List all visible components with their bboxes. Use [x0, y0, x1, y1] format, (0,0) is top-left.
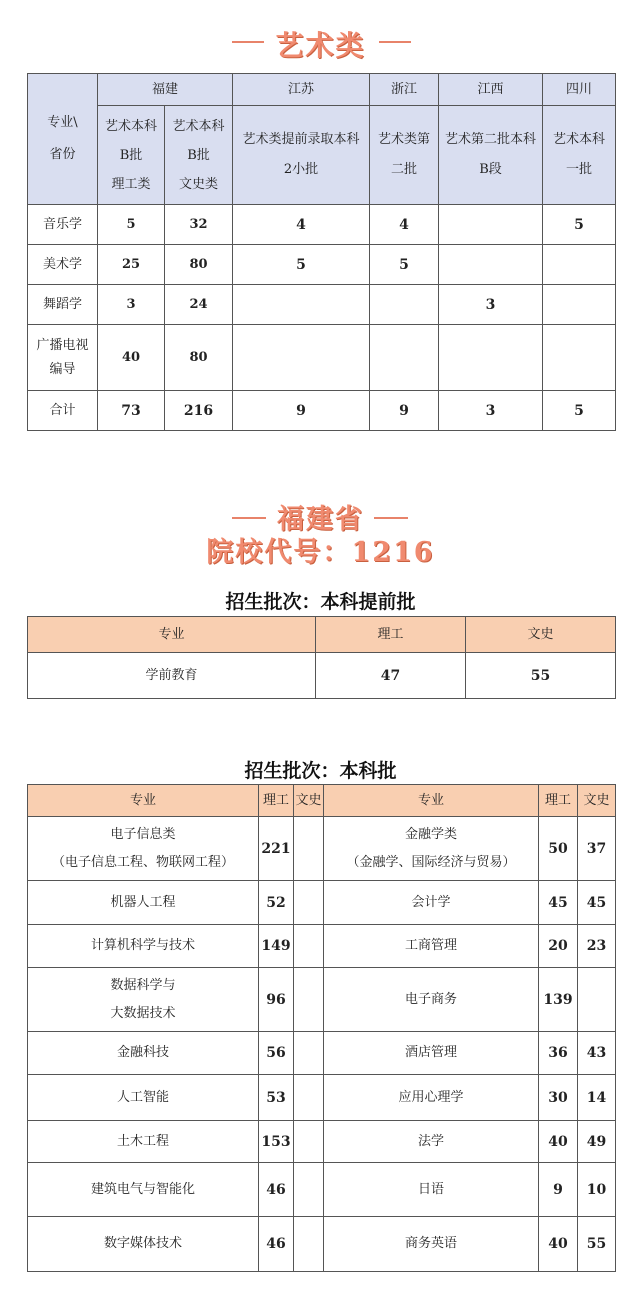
- value-cell: 5: [98, 205, 165, 245]
- value-cell: 96: [259, 968, 294, 1032]
- value-cell: 50: [539, 817, 578, 881]
- value-cell: [543, 325, 616, 391]
- value-cell: [578, 968, 616, 1032]
- section-title-art: 艺术类: [275, 29, 366, 62]
- institution-code: 院校代号：1216: [206, 537, 435, 568]
- value-cell: 30: [539, 1075, 578, 1121]
- value-cell: 14: [578, 1075, 616, 1121]
- batch-line: 二批: [391, 162, 418, 178]
- major-line: 金融学类: [404, 826, 457, 842]
- value-cell: 46: [259, 1217, 294, 1272]
- province-jiangsu: 江苏: [233, 74, 370, 106]
- major-line: 电子商务: [404, 991, 457, 1007]
- major-line: 建筑电气与智能化: [90, 1181, 195, 1197]
- value-cell: 55: [466, 653, 616, 699]
- col-header: 文史: [578, 785, 616, 817]
- major-cell: [28, 1121, 259, 1163]
- batch-line: B批: [187, 147, 210, 163]
- major-line: 数字媒体技术: [103, 1236, 182, 1251]
- major-line: 法学: [417, 1133, 444, 1149]
- major-line: 酒店管理: [404, 1045, 457, 1060]
- value-cell: 153: [259, 1121, 294, 1163]
- major-cell: [28, 1163, 259, 1217]
- value-cell: 73: [98, 391, 165, 431]
- batch-line: 艺术本科: [172, 118, 225, 134]
- table-row: [28, 653, 616, 699]
- value-cell: 139: [539, 968, 578, 1032]
- value-cell: [439, 245, 543, 285]
- major-cell: [324, 925, 539, 968]
- major-cell: [324, 1075, 539, 1121]
- batch-cell: [165, 106, 233, 205]
- col-header: 理工: [316, 617, 466, 653]
- value-cell: 221: [259, 817, 294, 881]
- header-major-label: 专业\: [47, 115, 78, 130]
- advance-batch-table: [27, 616, 616, 699]
- major-cell: [324, 1032, 539, 1075]
- batch-line: 艺术本科: [553, 132, 606, 148]
- value-cell: 53: [259, 1075, 294, 1121]
- major-line: 广播电视: [36, 337, 89, 353]
- col-header: 文史: [466, 617, 616, 653]
- col-header: 专业: [324, 785, 539, 817]
- major-line: 机器人工程: [110, 894, 176, 910]
- table-row: [28, 925, 616, 968]
- batch-line: 艺术本科: [104, 118, 157, 134]
- header-province-label: 省份: [49, 147, 76, 162]
- province-sichuan: 四川: [543, 74, 616, 106]
- value-cell: 10: [578, 1163, 616, 1217]
- title-dash-right: [379, 41, 411, 43]
- major-line: 应用心理学: [398, 1089, 464, 1105]
- table-row: [28, 817, 616, 881]
- value-cell: 49: [578, 1121, 616, 1163]
- advance-batch-heading: 招生批次：本科提前批: [225, 591, 416, 613]
- batch-line: 2小批: [283, 162, 319, 178]
- value-cell: 43: [578, 1032, 616, 1075]
- table-row-total: [28, 391, 616, 431]
- table-row: [28, 1217, 616, 1272]
- value-cell: 45: [539, 881, 578, 925]
- value-cell: [294, 881, 324, 925]
- value-cell: 40: [98, 325, 165, 391]
- value-cell: [370, 285, 439, 325]
- value-cell: [294, 1121, 324, 1163]
- major-cell: [324, 1163, 539, 1217]
- table-row: [28, 325, 616, 391]
- value-cell: 56: [259, 1032, 294, 1075]
- value-cell: 40: [539, 1121, 578, 1163]
- major-cell: [28, 1032, 259, 1075]
- value-cell: 4: [370, 205, 439, 245]
- value-cell: 149: [259, 925, 294, 968]
- major-cell: 美术学: [28, 245, 98, 285]
- art-quota-table: [27, 73, 616, 431]
- header-major-province: [28, 74, 98, 205]
- major-cell: 舞蹈学: [28, 285, 98, 325]
- value-cell: 80: [165, 325, 233, 391]
- value-cell: 52: [259, 881, 294, 925]
- value-cell: 4: [233, 205, 370, 245]
- major-cell: [28, 881, 259, 925]
- value-cell: 9: [370, 391, 439, 431]
- major-cell: [324, 1121, 539, 1163]
- major-cell: [324, 881, 539, 925]
- table-row: [28, 285, 616, 325]
- major-line: 编导: [49, 361, 76, 377]
- major-line: 数据科学与: [110, 977, 176, 993]
- table-row: [28, 245, 616, 285]
- value-cell: 36: [539, 1032, 578, 1075]
- batch-cell: [98, 106, 165, 205]
- major-line: 工商管理: [404, 938, 457, 953]
- major-cell: [28, 325, 98, 391]
- regular-batch-table: [27, 784, 616, 1272]
- batch-line: 艺术第二批本科: [445, 132, 537, 148]
- value-cell: 23: [578, 925, 616, 968]
- value-cell: [294, 968, 324, 1032]
- table-row: [28, 205, 616, 245]
- value-cell: [543, 245, 616, 285]
- value-cell: 3: [439, 285, 543, 325]
- value-cell: 9: [539, 1163, 578, 1217]
- major-cell: 音乐学: [28, 205, 98, 245]
- major-line: （金融学、国际经济与贸易）: [346, 854, 516, 870]
- value-cell: 216: [165, 391, 233, 431]
- major-line: 大数据技术: [110, 1005, 176, 1021]
- value-cell: [294, 817, 324, 881]
- major-line: 日语: [417, 1181, 444, 1197]
- value-cell: 24: [165, 285, 233, 325]
- major-line: 会计学: [411, 894, 451, 910]
- value-cell: 80: [165, 245, 233, 285]
- major-line: 电子信息类: [110, 826, 176, 842]
- value-cell: [439, 325, 543, 391]
- col-header: 专业: [28, 785, 259, 817]
- col-header: 理工: [539, 785, 578, 817]
- major-cell: [324, 1217, 539, 1272]
- value-cell: 37: [578, 817, 616, 881]
- section-title-fujian: 福建省: [277, 504, 364, 535]
- major-line: 土木工程: [116, 1133, 169, 1149]
- batch-line: 艺术类提前录取本科: [242, 132, 360, 148]
- table-row: [28, 1121, 616, 1163]
- value-cell: 3: [98, 285, 165, 325]
- value-cell: 47: [316, 653, 466, 699]
- value-cell: 5: [233, 245, 370, 285]
- major-line: （电子信息工程、物联网工程）: [51, 854, 234, 870]
- value-cell: 40: [539, 1217, 578, 1272]
- value-cell: 25: [98, 245, 165, 285]
- col-header: 理工: [259, 785, 294, 817]
- value-cell: 45: [578, 881, 616, 925]
- major-line: 商务英语: [404, 1236, 457, 1251]
- value-cell: 55: [578, 1217, 616, 1272]
- value-cell: [294, 1163, 324, 1217]
- major-cell: 学前教育: [28, 653, 316, 699]
- value-cell: [294, 925, 324, 968]
- col-header: 文史: [294, 785, 324, 817]
- major-cell: [28, 925, 259, 968]
- regular-batch-heading: 招生批次：本科批: [244, 760, 397, 782]
- major-cell: [28, 968, 259, 1032]
- batch-line: 文史类: [179, 176, 219, 192]
- major-line: 金融科技: [116, 1045, 169, 1060]
- table-row: [28, 881, 616, 925]
- value-cell: [233, 285, 370, 325]
- value-cell: 9: [233, 391, 370, 431]
- value-cell: [370, 325, 439, 391]
- value-cell: 5: [370, 245, 439, 285]
- title-dash-right: [374, 517, 408, 519]
- value-cell: [294, 1217, 324, 1272]
- batch-line: B批: [119, 147, 143, 163]
- batch-cell: [233, 106, 370, 205]
- province-jiangxi: 江西: [439, 74, 543, 106]
- value-cell: 5: [543, 391, 616, 431]
- table-row: [28, 1163, 616, 1217]
- table-row: [28, 1032, 616, 1075]
- province-zhejiang: 浙江: [370, 74, 439, 106]
- value-cell: [294, 1032, 324, 1075]
- major-line: 计算机科学与技术: [90, 938, 195, 953]
- major-line: 人工智能: [116, 1089, 169, 1105]
- batch-line: 一批: [566, 162, 593, 178]
- value-cell: [543, 285, 616, 325]
- major-cell: [324, 817, 539, 881]
- major-cell: [324, 968, 539, 1032]
- batch-line: 理工类: [111, 176, 151, 192]
- batch-line: 艺术类第: [378, 132, 431, 148]
- value-cell: [294, 1075, 324, 1121]
- table-row: [28, 968, 616, 1032]
- major-cell: 合计: [28, 391, 98, 431]
- value-cell: [439, 205, 543, 245]
- value-cell: 20: [539, 925, 578, 968]
- table-row: [28, 1075, 616, 1121]
- major-cell: [28, 817, 259, 881]
- value-cell: 46: [259, 1163, 294, 1217]
- major-cell: [28, 1217, 259, 1272]
- batch-cell: [370, 106, 439, 205]
- batch-cell: [439, 106, 543, 205]
- major-cell: [28, 1075, 259, 1121]
- province-fujian: 福建: [98, 74, 233, 106]
- value-cell: 32: [165, 205, 233, 245]
- value-cell: 3: [439, 391, 543, 431]
- value-cell: 5: [543, 205, 616, 245]
- batch-cell: [543, 106, 616, 205]
- batch-line: B段: [479, 162, 502, 178]
- col-header: 专业: [28, 617, 316, 653]
- value-cell: [233, 325, 370, 391]
